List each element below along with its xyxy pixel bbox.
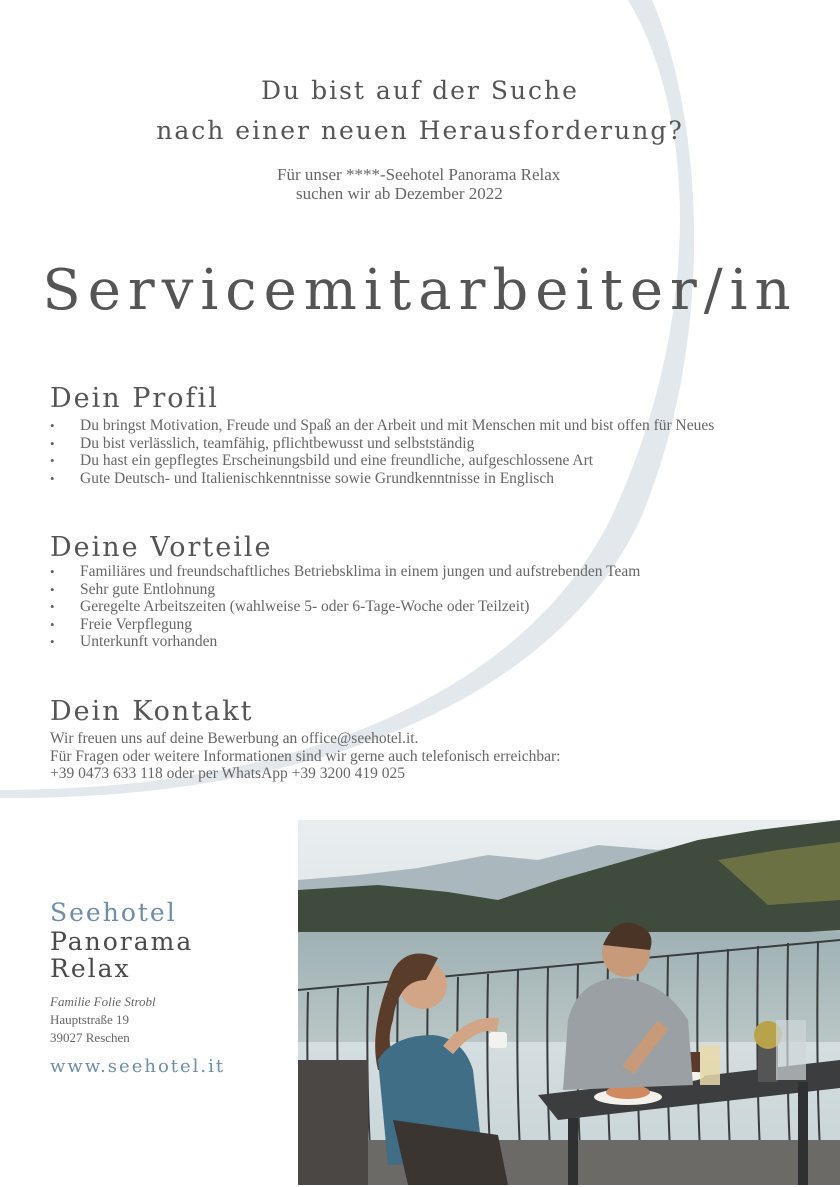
- street: Hauptstraße 19: [50, 1012, 130, 1027]
- brand-name-line-2: Panorama: [50, 927, 194, 956]
- benefits-list: [50, 563, 640, 651]
- city: 39027 Reschen: [50, 1030, 130, 1045]
- profile-list: [50, 417, 714, 487]
- list-item: • Freie Verpflegung: [50, 616, 640, 634]
- hotel-terrace-photo: [298, 820, 840, 1185]
- list-item: • Sehr gute Entlohnung: [50, 581, 640, 599]
- intro-line-1: Du bist auf der Suche: [261, 76, 579, 105]
- intro-line-2: nach einer neuen Herausforderung?: [156, 116, 684, 145]
- list-item: • Du hast ein gepflegtes Erscheinungsbild und eine freundliche, aufgeschlossene Art: [50, 452, 714, 470]
- brand-name-line-3: Relax: [50, 954, 131, 983]
- list-item: • Geregelte Arbeitszeiten (wahlweise 5- oder 6-Tage-Woche oder Teilzeit): [50, 598, 640, 616]
- list-item: • Du bist verlässlich, teamfähig, pflichtbewusst und selbstständig: [50, 435, 714, 453]
- contact-line-3: +39 0473 633 118 oder per WhatsApp +39 3200 419 025: [50, 765, 406, 782]
- address-block: [50, 993, 156, 1047]
- list-item: • Du bringst Motivation, Freude und Spaß an der Arbeit und mit Menschen mit und bist offen für Neues: [50, 417, 714, 435]
- website-link[interactable]: www.seehotel.it: [50, 1056, 226, 1077]
- benefits-title: Deine Vorteile: [50, 532, 273, 563]
- job-title: Servicemitarbeiter/in: [42, 258, 798, 323]
- profile-title: Dein Profil: [50, 383, 219, 414]
- intro-line-3: Für unser ****-Seehotel Panorama Relax: [277, 165, 561, 184]
- contact-text: [50, 730, 560, 783]
- contact-title: Dein Kontakt: [50, 696, 254, 727]
- list-item: • Unterkunft vorhanden: [50, 633, 640, 651]
- contact-line-1: Wir freuen uns auf deine Bewerbung an office@seehotel.it.: [50, 730, 419, 747]
- brand-name-line-1: Seehotel: [50, 898, 177, 927]
- list-item: • Familiäres und freundschaftliches Betriebsklima in einem jungen und aufstrebenden Team: [50, 563, 640, 581]
- family-name: Familie Folie Strobl: [50, 994, 156, 1009]
- intro-line-4: suchen wir ab Dezember 2022: [296, 184, 503, 203]
- contact-line-2: Für Fragen oder weitere Informationen sind wir gerne auch telefonisch erreichbar:: [50, 747, 561, 765]
- list-item: • Gute Deutsch- und Italienischkenntnisse sowie Grundkenntnisse in Englisch: [50, 470, 714, 488]
